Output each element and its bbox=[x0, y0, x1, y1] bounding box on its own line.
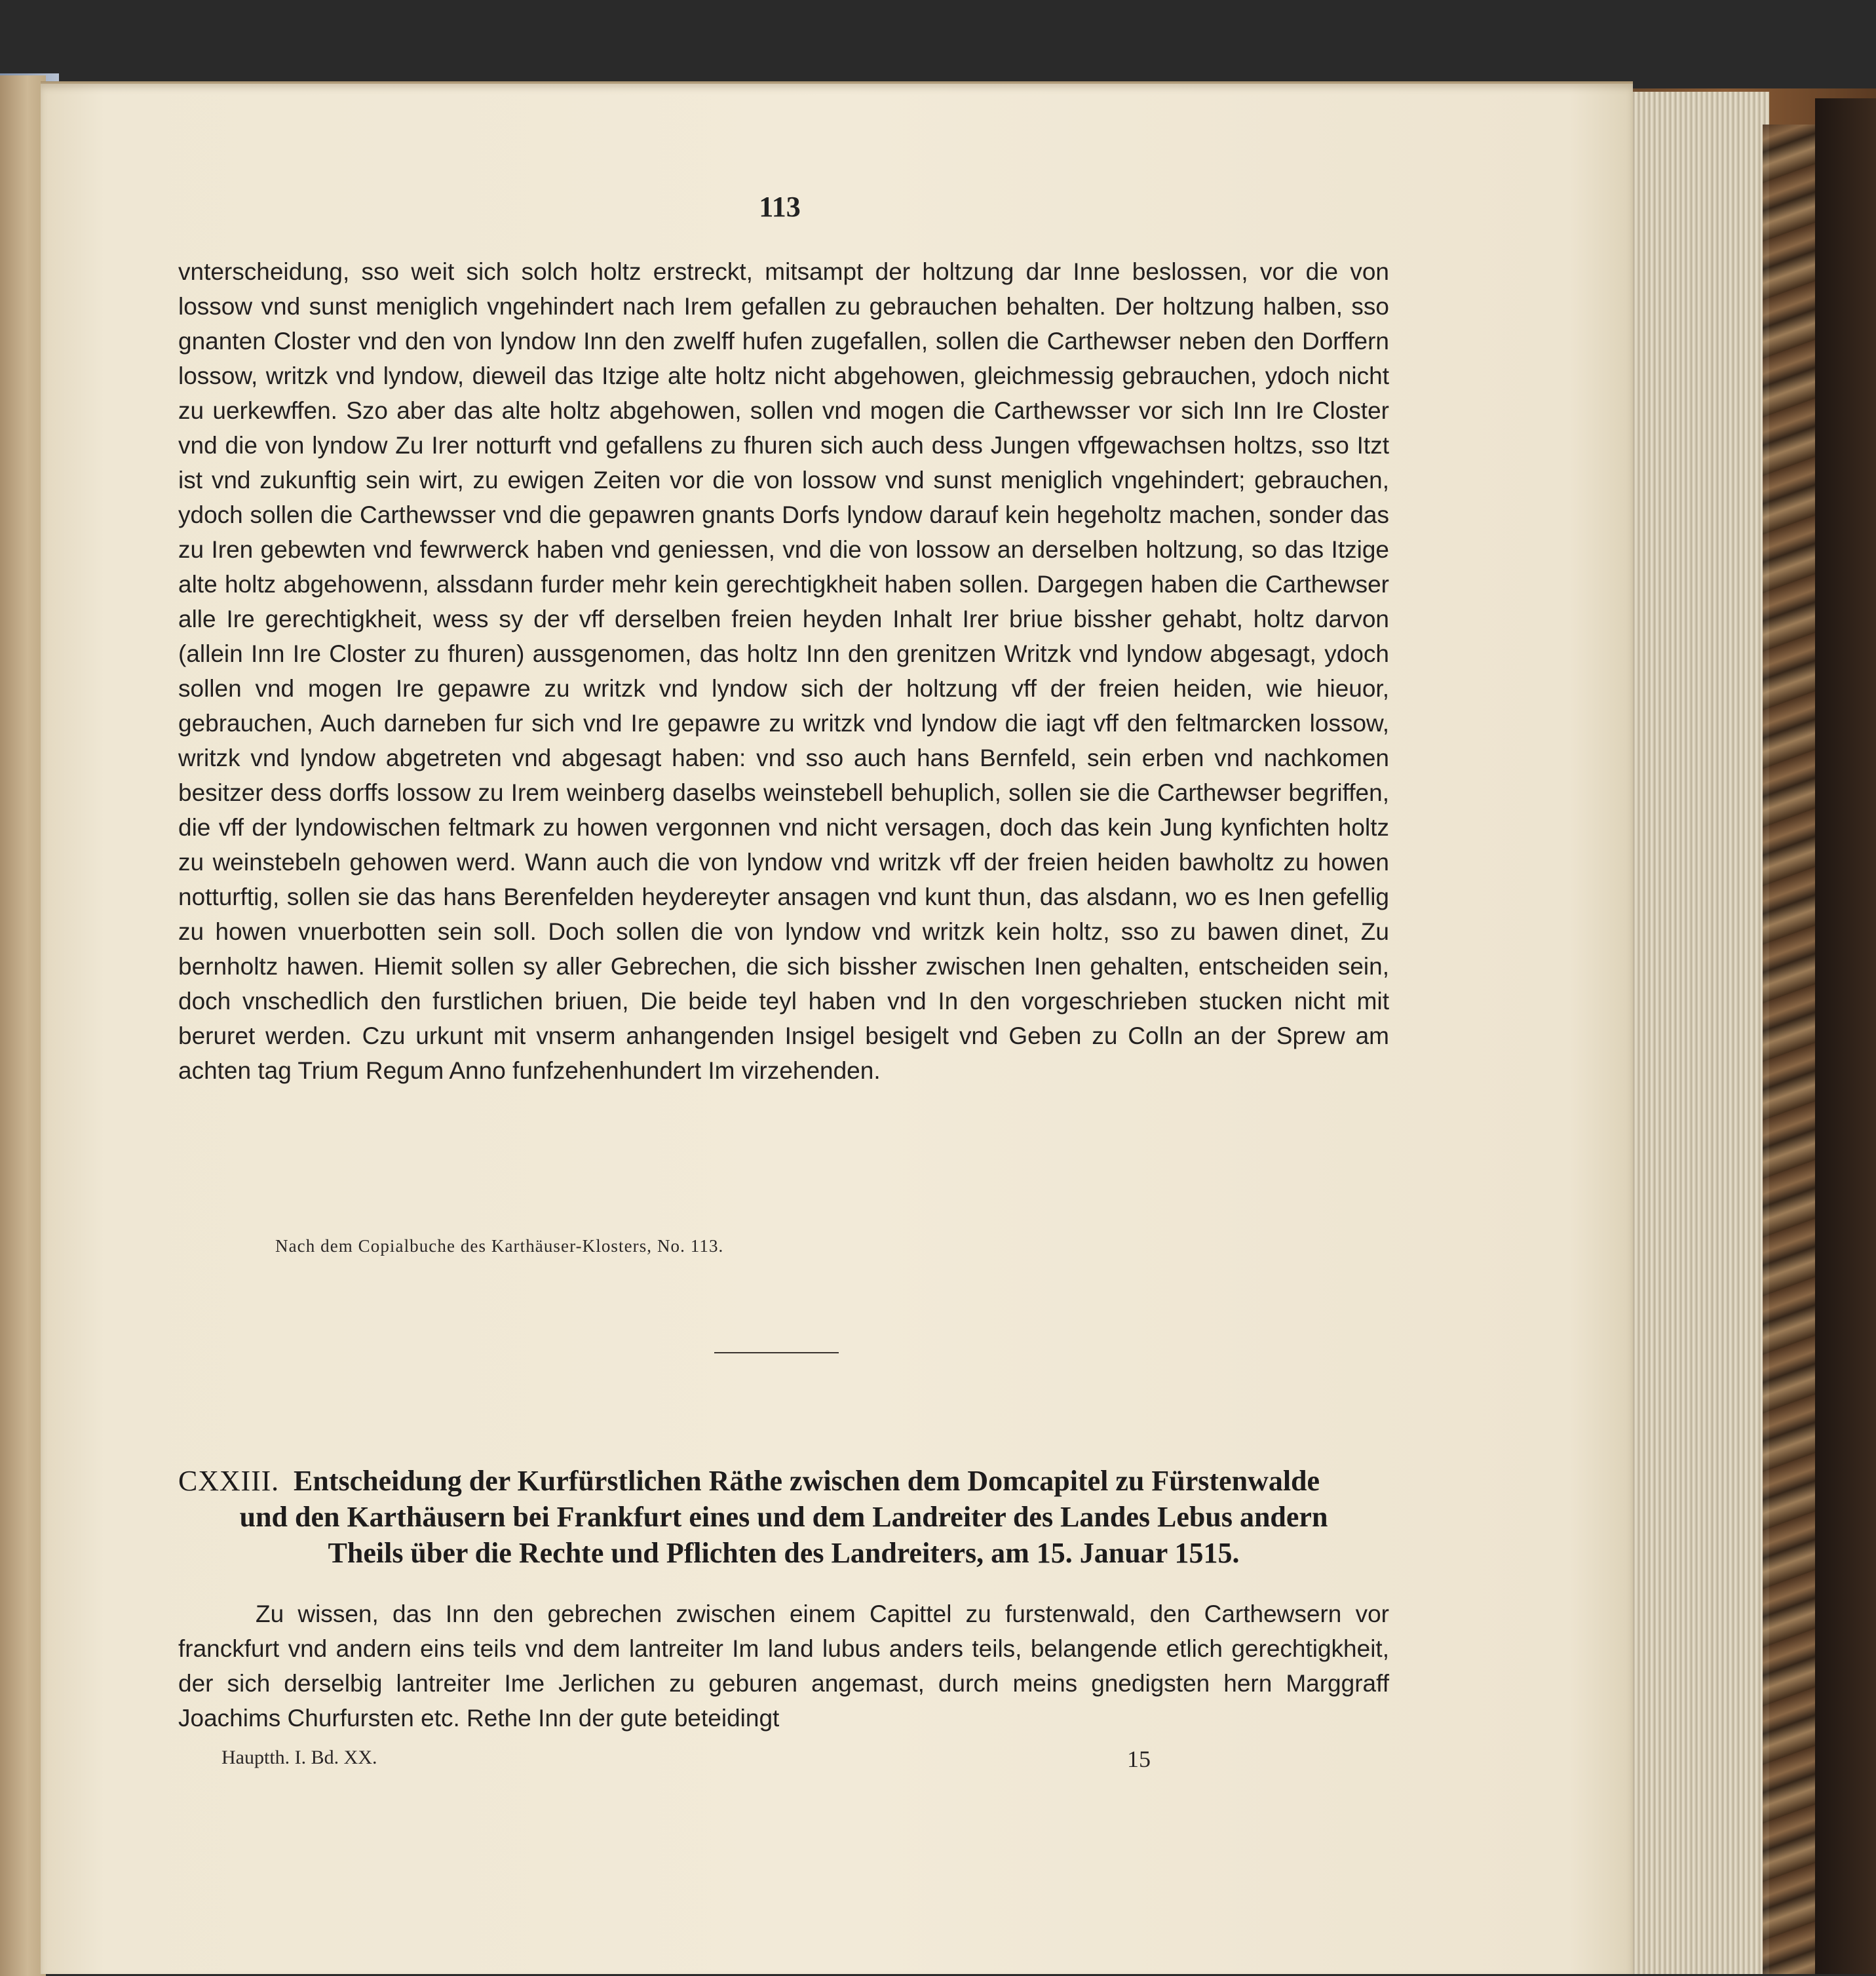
document-paragraph: vnterscheidung, sso weit sich solch holtz erstreckt, mitsampt der holtzung dar Inne beslossen, vor die von lossow vnd sunst meniglich vngehindert nach Irem gefallen zu gebrauchen behalten. Der holtzung halben, sso gnanten Closter vnd den von lyndow Inn den zwelff hufen zugefallen, sollen die Carthewser neben den Dorffern lossow, writzk vnd lyndow, dieweil das Itzige alte holtz nicht abgehowen, gleichmessig gebrauchen, ydoch nicht zu uerkewffen. Szo aber das alte holtz abgehowen, sollen vnd mogen die Carthewsser vor sich Inn Ire Closter vnd die von lyndow Zu Irer notturft vnd gefallens zu fhuren sich auch dess Jungen vffgewachsen holtzs, sso Itzt ist vnd zukunftig sein wirt, zu ewigen Zeiten vor die von lossow vnd sunst meniglich vngehindert; gebrauchen, ydoch sollen die Carthewsser vnd die gepawren gnants Dorfs lyndow darauf kein hegeholtz machen, sonder das zu Iren gebewten vnd fewrwerck haben vnd geniessen, vnd die von lossow an derselben holtzung, so das Itzige alte holtz abgehowenn, alssdann furder mehr kein gerechtigkheit haben sollen. Dargegen haben die Carthewser alle Ire gerechtigkheit, wess sy der vff derselben freien heyden Inhalt Irer briue bissher gehabt, holtz darvon (allein Inn Ire Closter zu fhuren) aussgenomen, das holtz Inn den grenitzen Writzk vnd lyndow abgesagt, ydoch sollen vnd mogen Ire gepawre zu writzk vnd lyndow sich der holtzung vff der freien heiden, wie hieuor, gebrauchen, Auch darneben fur sich vnd Ire gepawre zu writzk vnd lyndow die iagt vff den feltmarcken lossow, writzk vnd lyndow abgetreten vnd abgesagt haben: vnd sso auch hans Bernfeld, sein erben vnd nachkomen besitzer dess dorffs lossow zu Irem weinberg daselbs weinstebell behuplich, sollen sie die Carthewser begriffen, die vff der lyndowischen feltmark zu howen vergonnen vnd nicht versagen, doch das kein Jung kynfichten holtz zu weinstebeln gehowen werd. Wann auch die von lyndow vnd writzk vff der freien heiden bawholtz zu howen notturftig, sollen sie das hans Berenfelden heydereyter ansagen vnd kunt thun, das alsdann, wo es Inen gefellig zu howen vnuerbotten sein soll. Doch sollen die von lyndow vnd writzk kein holtz, sso zu bawen dinet, Zu bernholtz hawen. Hiemit sollen sy aller Gebrechen, die sich bissher zwischen Inen gehalten, entscheiden sein, doch vnschedlich den furstlichen briuen, Die beide teyl haben vnd In den vorgeschrieben stucken nicht mit beruret werden. Czu urkunt mit vnserm anhangenden Insigel besigelt vnd Geben zu Colln an der Sprew am achten tag Trium Regum Anno funfzehenhundert Im virzehenden. bbox=[178, 258, 1389, 1084]
heading-line-1 bbox=[178, 1463, 1389, 1499]
footer-signature: Hauptth. I. Bd. XX. bbox=[221, 1747, 377, 1768]
heading-line-3: Theils über die Rechte und Pflichten des Landreiters, am 15. Januar 1515. bbox=[328, 1537, 1240, 1569]
source-note: Nach dem Copialbuche des Karthäuser-Klosters, No. 113. bbox=[275, 1236, 724, 1256]
page-number: 113 bbox=[759, 191, 801, 223]
document-body bbox=[178, 254, 1389, 1088]
heading-line-2: und den Karthäusern bei Frankfurt eines und dem Landreiter des Landes Lebus andern bbox=[239, 1501, 1328, 1533]
section-paragraph: Zu wissen, das Inn den gebrechen zwischen einem Capittel zu furstenwald, den Carthewsern vor franckfurt vnd andern eins teils vnd dem lantreiter Im land lubus anders teils, belangende etlich gerechtigkheit, der sich derselbig lantreiter Ime Jerlichen zu geburen angemast, durch meins gnedigsten hern Marggraff Joachims Churfursten etc. Rethe Inn der gute beteidingt bbox=[178, 1600, 1389, 1732]
page-stack-edge bbox=[1625, 92, 1769, 1974]
section-heading bbox=[178, 1463, 1389, 1571]
marbled-cover bbox=[1763, 125, 1815, 1974]
document-number: CXXIII. bbox=[178, 1465, 280, 1497]
footer-sheet-number: 15 bbox=[1127, 1746, 1151, 1772]
left-page-edge bbox=[0, 75, 46, 1976]
section-separator bbox=[714, 1352, 839, 1353]
cover-edge bbox=[1815, 98, 1876, 1974]
heading-line-1-text: Entscheidung der Kurfürstlichen Räthe zwischen dem Domcapitel zu Fürstenwalde bbox=[294, 1465, 1320, 1497]
section-body bbox=[178, 1597, 1389, 1735]
